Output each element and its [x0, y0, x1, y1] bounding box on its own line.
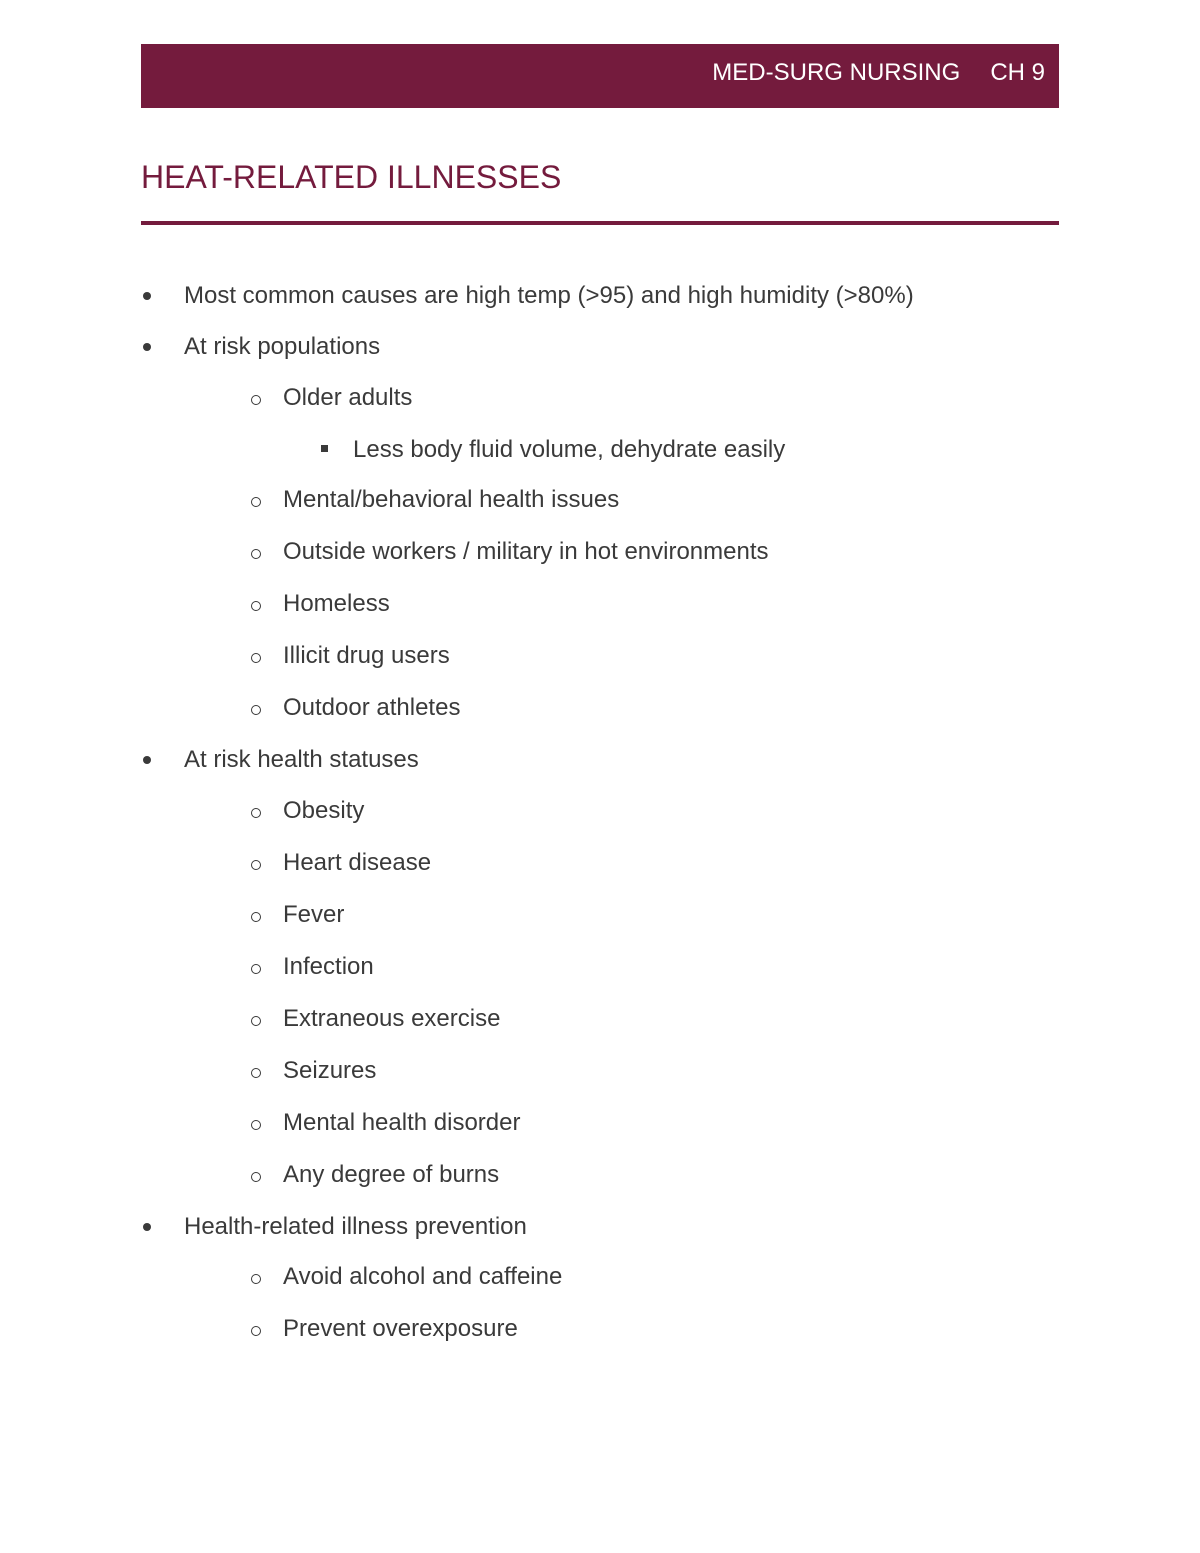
- bullet-circle-icon: [251, 1274, 261, 1284]
- bullet-disc-icon: [143, 343, 151, 351]
- bullet-circle-icon: [251, 912, 261, 922]
- list-item: Heart disease: [283, 849, 432, 876]
- bullet-circle-icon: [251, 1068, 261, 1078]
- list-item: At risk health statuses: [184, 746, 419, 773]
- header-chapter: CH 9: [990, 59, 1045, 86]
- bullet-circle-icon: [251, 860, 261, 870]
- title-divider: [141, 221, 1059, 225]
- list-item: Obesity: [283, 797, 365, 824]
- bullet-square-icon: [321, 445, 328, 452]
- list-item: Fever: [283, 901, 345, 928]
- bullet-circle-icon: [251, 1120, 261, 1130]
- list-item: Seizures: [283, 1057, 377, 1084]
- page-title: HEAT-RELATED ILLNESSES: [141, 159, 562, 195]
- bullet-disc-icon: [143, 756, 151, 764]
- list-item: Mental health disorder: [283, 1109, 521, 1136]
- header-bar: [141, 44, 1059, 108]
- list-item: Infection: [283, 953, 374, 980]
- bullet-disc-icon: [143, 292, 151, 300]
- bullet-circle-icon: [251, 808, 261, 818]
- list-item: Any degree of burns: [283, 1161, 500, 1188]
- list-item: Homeless: [283, 590, 390, 617]
- bullet-circle-icon: [251, 395, 261, 405]
- list-item: Health-related illness prevention: [184, 1213, 527, 1240]
- list-item: Mental/behavioral health issues: [283, 486, 620, 513]
- list-item: Extraneous exercise: [283, 1005, 501, 1032]
- bullet-circle-icon: [251, 1172, 261, 1182]
- bullet-circle-icon: [251, 601, 261, 611]
- list-item: At risk populations: [184, 333, 381, 360]
- header-course: MED-SURG NURSING: [712, 59, 961, 86]
- bullet-circle-icon: [251, 1326, 261, 1336]
- list-item: Outdoor athletes: [283, 694, 461, 721]
- bullet-circle-icon: [251, 705, 261, 715]
- list-item: Prevent overexposure: [283, 1315, 518, 1342]
- bullet-circle-icon: [251, 1016, 261, 1026]
- list-item: Outside workers / military in hot environments: [283, 538, 769, 565]
- bullet-circle-icon: [251, 549, 261, 559]
- bullet-disc-icon: [143, 1223, 151, 1231]
- list-item: Avoid alcohol and caffeine: [283, 1263, 563, 1290]
- list-item: Older adults: [283, 384, 413, 411]
- list-item: Most common causes are high temp (>95) and high humidity (>80%): [184, 282, 914, 309]
- bullet-circle-icon: [251, 964, 261, 974]
- bullet-circle-icon: [251, 653, 261, 663]
- header-text: [712, 44, 1045, 108]
- bullet-circle-icon: [251, 497, 261, 507]
- list-item: Less body fluid volume, dehydrate easily: [353, 436, 786, 463]
- list-item: Illicit drug users: [283, 642, 450, 669]
